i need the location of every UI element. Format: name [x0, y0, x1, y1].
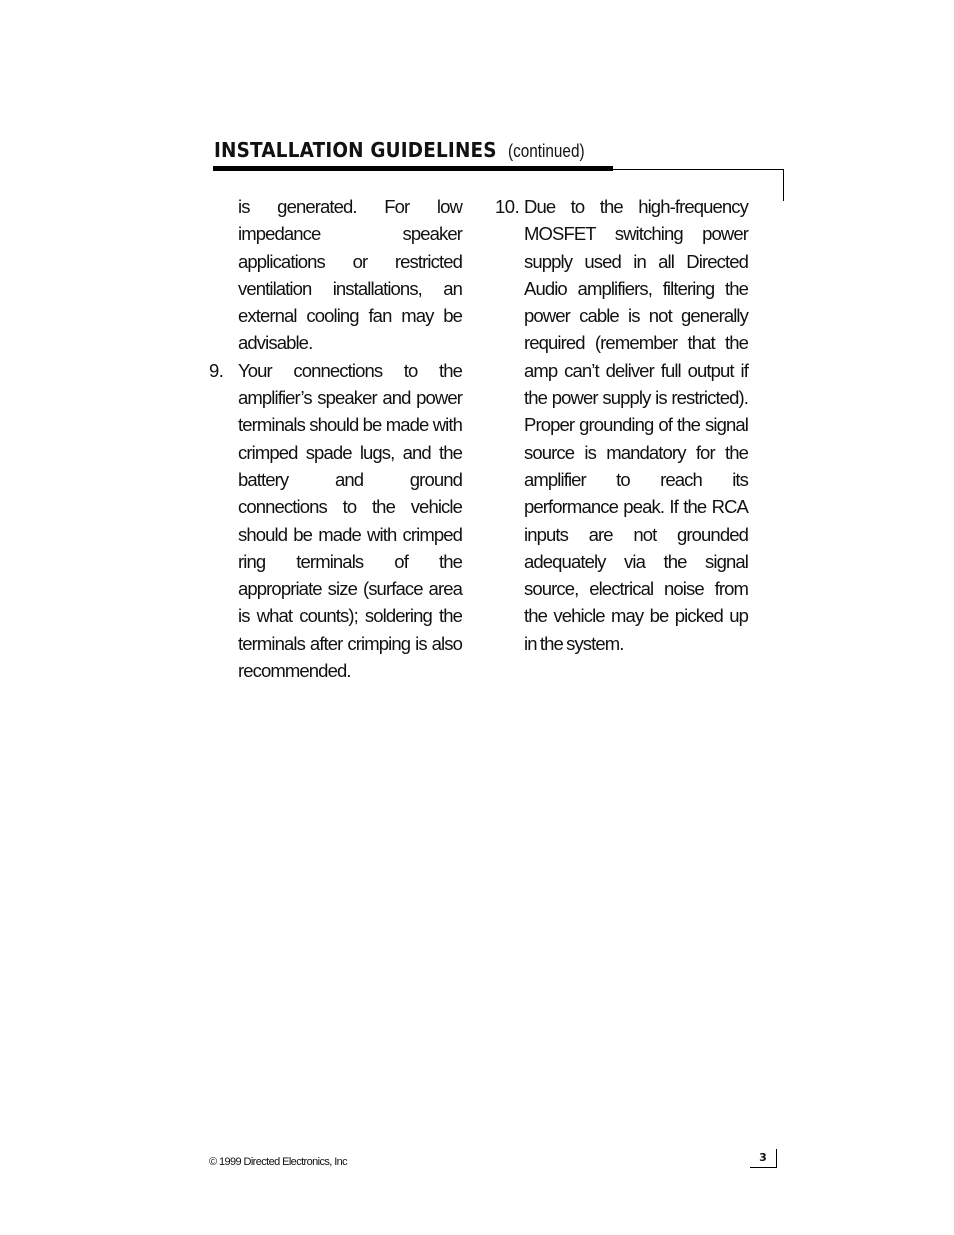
header-rule-thick: [213, 166, 613, 171]
continued-paragraph-text: is generated. For low impedance speaker applications or restricted ventilation installations, an external cooling fan may be advisable.: [238, 196, 462, 354]
section-subtitle: (continued): [507, 141, 585, 161]
section-title: INSTALLATION GUIDELINES: [214, 138, 497, 162]
list-item-10-text: Due to the high-frequency MOSFET switching power supply used in all Directed Audio amplifiers, filtering the power cable is not generally required (remember that the amp can’t deliver full output if the power supply is restricted). Proper grounding of the signal source is mandatory for the amplifier to reach its performance peak. If the RCA inputs are not grounded adequately via the signal source, electrical noise from the vehicle may be picked up in the system.: [524, 196, 748, 654]
list-item-9: [209, 357, 462, 685]
right-column: [495, 193, 748, 657]
page-number: 3: [750, 1149, 777, 1168]
list-item-10-number: 10.: [495, 196, 520, 217]
left-column: [209, 193, 462, 684]
continued-paragraph: [209, 193, 462, 357]
copyright-notice: © 1999 Directed Electronics, Inc: [209, 1156, 348, 1168]
list-item-9-text: Your connections to the amplifier’s speaker and power terminals should be made with crimped spade lugs, and the battery and ground connections to the vehicle should be made with crimped ring terminals of the appropriate size (surface area is what counts); soldering the terminals after crimping is also recommended.: [238, 359, 462, 682]
section-header: [214, 138, 598, 162]
list-item-9-number: 9.: [209, 359, 224, 381]
list-item-10: [495, 193, 748, 657]
header-rule-thin: [613, 169, 784, 170]
header-rule-tick: [783, 169, 784, 201]
